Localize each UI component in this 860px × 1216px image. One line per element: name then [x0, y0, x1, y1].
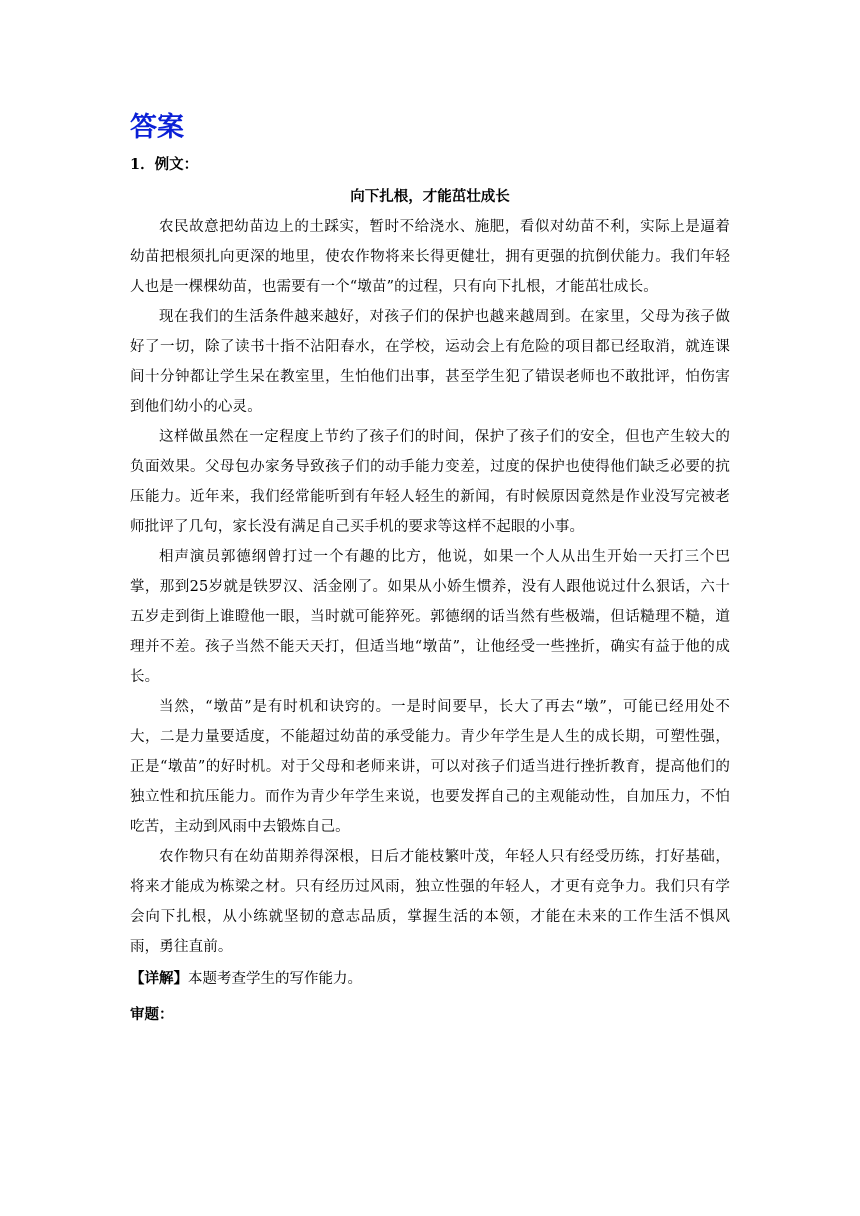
essay-paragraph-1: 农民故意把幼苗边上的土踩实，暂时不给浇水、施肥，看似对幼苗不利，实际上是逼着幼苗把根须扎向更深的地里，使农作物将来长得更健壮，拥有更强的抗倒伏能力。我们年轻人也是一棵棵幼苗，也需要有一个“墩苗”的过程，只有向下扎根，才能茁壮成长。 — [130, 219, 730, 295]
review-label: 审题： — [130, 1006, 174, 1023]
essay-paragraph-6: 农作物只有在幼苗期养得深根，日后才能枝繁叶茂，年轻人只有经受历练，打好基础，将来才能成为栋梁之材。只有经历过风雨，独立性强的年轻人，才更有竞争力。我们只有学会向下扎根，从小练就坚韧的意志品质，掌握生活的本领，才能在未来的工作生活不惧风雨，勇往直前。 — [130, 849, 730, 955]
detail-text: 本题考查学生的写作能力。 — [188, 971, 362, 987]
essay-paragraph-2: 现在我们的生活条件越来越好，对孩子们的保护也越来越周到。在家里，父母为孩子做好了一切，除了读书十指不沾阳春水，在学校，运动会上有危险的项目都已经取消，就连课间十分钟都让学生呆在教室里，生怕他们出事，甚至学生犯了错误老师也不敢批评，怕伤害到他们幼小的心灵。 — [130, 309, 730, 415]
essay-paragraph-3: 这样做虽然在一定程度上节约了孩子们的时间，保护了孩子们的安全，但也产生较大的负面效果。父母包办家务导致孩子们的动手能力变差，过度的保护也使得他们缺乏必要的抗压能力。近年来，我们经常能听到有年轻人轻生的新闻，有时候原因竟然是作业没写完被老师批评了几句，家长没有满足自己买手机的要求等这样不起眼的小事。 — [130, 429, 730, 535]
question-label: 1．例文： — [130, 156, 199, 173]
answer-page — [130, 108, 730, 1030]
essay-paragraph-4: 相声演员郭德纲曾打过一个有趣的比方，他说，如果一个人从出生开始一天打三个巴掌，那到25岁就是铁罗汉、活金刚了。如果从小娇生惯养，没有人跟他说过什么狠话，六十五岁走到街上谁瞪他一眼，当时就可能猝死。郭德纲的话当然有些极端，但话糙理不糙，道理并不差。孩子当然不能天天打，但适当地“墩苗”，让他经受一些挫折，确实有益于他的成长。 — [130, 549, 730, 685]
essay-title: 向下扎根，才能茁壮成长 — [350, 188, 510, 205]
essay-paragraph-5: 当然，“墩苗”是有时机和诀窍的。一是时间要早，长大了再去“墩”，可能已经用处不大，二是力量要适度，不能超过幼苗的承受能力。青少年学生是人生的成长期，可塑性强，正是“墩苗”的好时机。对于父母和老师来讲，可以对孩子们适当进行挫折教育，提高他们的独立性和抗压能力。而作为青少年学生来说，也要发挥自己的主观能动性，自加压力，不怕吃苦，主动到风雨中去锻炼自己。 — [130, 699, 730, 835]
answer-heading: 答案 — [130, 112, 184, 143]
detail-line — [130, 964, 730, 994]
detail-tag: 【详解】 — [130, 970, 188, 987]
